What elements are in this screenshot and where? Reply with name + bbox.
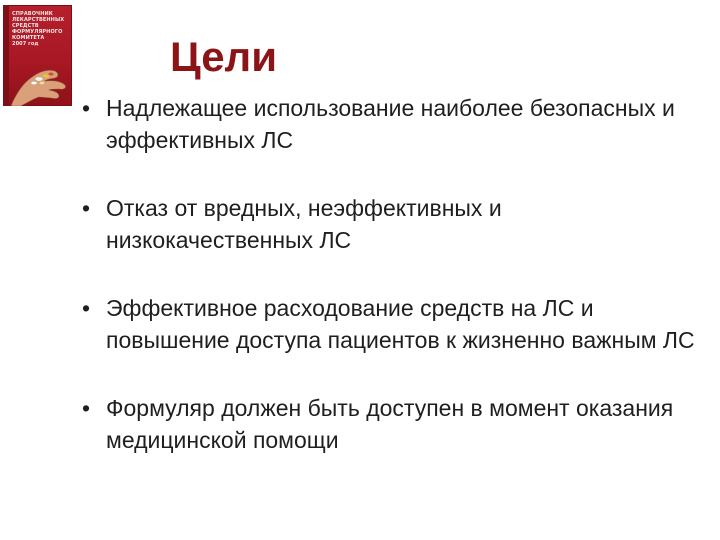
bullet-item bbox=[78, 392, 708, 456]
bullet-text: Надлежащее использование наиболее безопасных и эффективных ЛС bbox=[106, 95, 675, 153]
bullet-icon: • bbox=[82, 195, 91, 221]
bullet-text: Отказ от вредных, неэффективных и низкокачественных ЛС bbox=[106, 195, 502, 253]
book-cover-image bbox=[3, 5, 72, 106]
bullet-item bbox=[78, 192, 708, 256]
slide-title: Цели bbox=[170, 33, 278, 80]
bullet-text: Формуляр должен быть доступен в момент оказания медицинской помощи bbox=[106, 395, 674, 453]
bullet-icon: • bbox=[82, 395, 91, 421]
hand-with-pills-icon bbox=[9, 53, 72, 106]
bullet-text: Эффективное расходование средств на ЛС и повышение доступа пациентов к жизненно важным ЛС bbox=[106, 295, 695, 353]
bullet-item bbox=[78, 92, 708, 156]
bullet-icon: • bbox=[82, 95, 91, 121]
bullet-list bbox=[78, 92, 708, 492]
bullet-item bbox=[78, 292, 708, 356]
book-cover-title: СПРАВОЧНИК ЛЕКАРСТВЕННЫХ СРЕДСТВ ФОРМУЛЯРНОГО КОМИТЕТА 2007 год bbox=[12, 11, 65, 47]
bullet-icon: • bbox=[82, 295, 91, 321]
